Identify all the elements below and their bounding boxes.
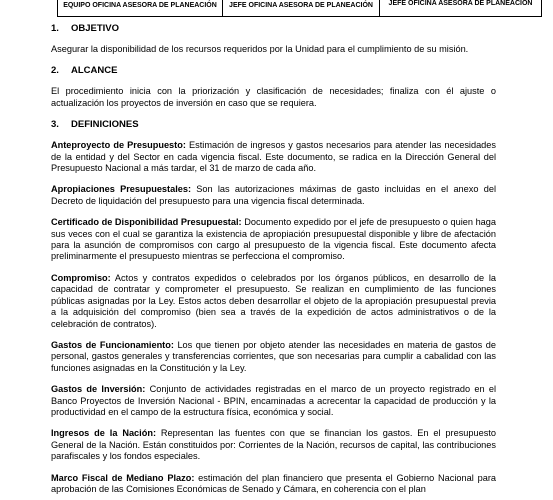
definition-text: Los que tienen por objeto atender las necesidades en materia de gastos de personal, gastos generales y transferencias corrientes, que son necesarias para cumplir a cabalidad con las funciones asignadas en la Constitución y la Ley. bbox=[51, 339, 497, 373]
definition-paragraph bbox=[51, 217, 496, 263]
document-header-table bbox=[57, 0, 542, 17]
definition-term: Compromiso: bbox=[51, 272, 111, 283]
header-cell-jefe: JEFE OFICINA ASESORA DE PLANEACIÓN bbox=[223, 0, 380, 16]
definition-term: Anteproyecto de Presupuesto: bbox=[51, 140, 186, 151]
definition-term: Certificado de Disponibilidad Presupuestal: bbox=[51, 217, 242, 228]
objetivo-paragraph: Asegurar la disponibilidad de los recursos requeridos por la Unidad para el cumplimiento de su misión. bbox=[51, 44, 469, 54]
section-heading-definiciones bbox=[51, 119, 496, 131]
definition-text: Actos y contratos expedidos o celebrados por los órganos públicos, en desarrollo de la capacidad de contratar y comprometer el presupuesto. Se realizan en cumplimiento de las funciones públicas asignadas por la Ley. Estos actos deben desarrollar el objeto de la apropiación presupuestal previa a la adquisición del compromiso (bien sea a través de la expedición de actos administrativos o de la celebración de contratos). bbox=[51, 272, 496, 329]
section-title: DEFINICIONES bbox=[71, 119, 139, 131]
header-cell-jefe-2: JEFE OFICINA ASESORA DE PLANEACIÓN bbox=[388, 0, 533, 7]
definition-term: Ingresos de la Nación: bbox=[51, 428, 157, 439]
definition-text: Son las autorizaciones máximas de gasto incluidas en el anexo del Decreto de liquidación del presupuesto para una vigencia fiscal determinada. bbox=[51, 184, 496, 206]
definition-paragraph bbox=[51, 473, 496, 496]
definition-text: Conjunto de actividades registradas en el marco de un proyecto registrado en el Banco Proyectos de Inversión Nacional - BPIN, encaminadas a acrecentar la capacidad de producción y la productividad en el campo de la estructura física, económica y social. bbox=[51, 384, 496, 417]
definition-text: Representan las fuentes con que se financian los gastos. En el presupuesto General de la Nación. Están constituidos por: Corrientes de la Nación, recursos de capital, las contribuciones parafiscales y los fondos especiales. bbox=[51, 428, 496, 462]
header-cell-equipo: EQUIPO OFICINA ASESORA DE PLANEACIÓN bbox=[58, 0, 223, 16]
definition-paragraph bbox=[51, 140, 496, 174]
definition-text: estimación del plan financiero que presenta el Gobierno Nacional para aprobación de las Comisiones Económicas de Senado y Cámara, en coherencia con el plan bbox=[51, 472, 496, 494]
section-heading-objetivo bbox=[51, 23, 496, 35]
definition-paragraph bbox=[51, 384, 496, 418]
section-title: OBJETIVO bbox=[71, 23, 120, 34]
definition-term: Gastos de Inversión: bbox=[51, 384, 146, 395]
section-number: 2. bbox=[51, 65, 59, 77]
section-heading-alcance bbox=[51, 65, 496, 77]
document-body bbox=[51, 23, 496, 495]
definition-term: Gastos de Funcionamiento: bbox=[51, 339, 174, 350]
definition-term: Marco Fiscal de Mediano Plazo: bbox=[51, 472, 195, 483]
definition-paragraph bbox=[51, 184, 496, 207]
definition-paragraph bbox=[51, 340, 496, 374]
definition-text: Documento expedido por el jefe de presupuesto o quien haga sus veces con el cual se garantiza la existencia de apropiación presupuestal disponible y libre de afectación para la asunción de compromisos con cargo al presupuesto de la vigencia fiscal. Este documento afecta preliminarmente el presupuesto mientras se perfecciona el compromiso. bbox=[51, 217, 497, 262]
alcance-paragraph: El procedimiento inicia con la priorización y clasificación de necesidades; finaliza con él ajuste o actualización los proyectos de inversión en caso que se requiera. bbox=[51, 86, 496, 108]
definition-paragraph bbox=[51, 273, 496, 330]
definition-paragraph bbox=[51, 428, 496, 462]
section-number: 3. bbox=[51, 119, 59, 131]
definition-text: Estimación de ingresos y gastos necesarios para atender las necesidades de la entidad y del Sector en cada vigencia fiscal. Este documento, se radica en la Dirección General del Presupuesto Nacional a más tardar, el 31 de marzo de cada año. bbox=[51, 140, 496, 174]
section-title: ALCANCE bbox=[71, 65, 118, 77]
definition-term: Apropiaciones Presupuestales: bbox=[51, 184, 192, 195]
section-number: 1. bbox=[51, 23, 59, 34]
